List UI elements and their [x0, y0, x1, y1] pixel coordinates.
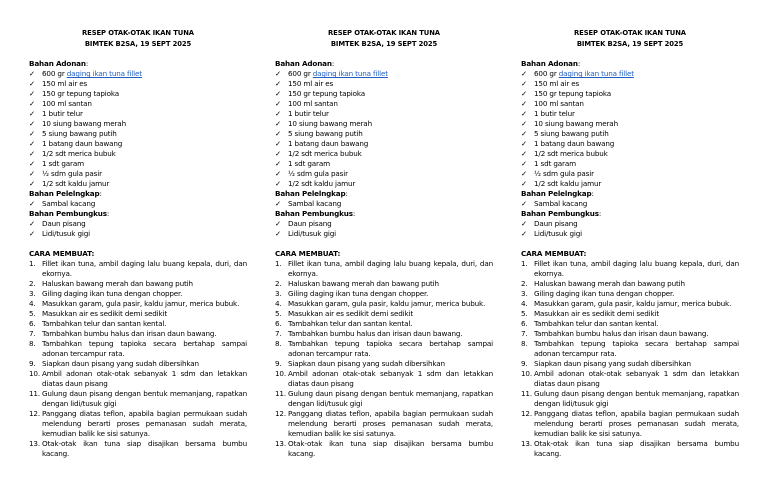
step-item [29, 439, 247, 459]
step-number: 3. [29, 289, 36, 298]
checkmark-icon: ✓ [521, 129, 527, 138]
list-item-text: 10 siung bawang merah [42, 119, 126, 128]
list-item [275, 199, 493, 209]
step-item [29, 319, 247, 329]
step-text: Masukkan air es sedikit demi sedikit [42, 309, 167, 318]
checkmark-icon: ✓ [521, 99, 527, 108]
step-text: Panggang diatas teflon, apabila bagian permukaan sudah melendung berarti proses pemanasan sudah merata, kemudian balik ke sisi satunya. [42, 409, 247, 438]
step-item [29, 299, 247, 309]
step-number: 4. [275, 299, 282, 308]
step-item [521, 289, 739, 299]
list-item-text: 150 ml air es [288, 79, 334, 88]
list-item-text: 5 siung bawang putih [288, 129, 363, 138]
step-text: Tambahkan telur dan santan kental. [534, 319, 659, 328]
list-item [275, 129, 493, 139]
list-item-text: 1/2 sdt merica bubuk [42, 149, 116, 158]
checkmark-icon: ✓ [29, 69, 35, 78]
list-item [521, 99, 739, 109]
checkmark-icon: ✓ [275, 119, 281, 128]
step-number: 6. [521, 319, 528, 328]
step-text: Giling daging ikan tuna dengan chopper. [288, 289, 429, 298]
step-number: 13. [521, 439, 532, 448]
list-item-text: 1 sdt garam [534, 159, 576, 168]
step-text: Haluskan bawang merah dan bawang putih [534, 279, 685, 288]
step-item [521, 319, 739, 329]
list-item-text: Lidi/tusuk gigi [288, 229, 336, 238]
steps-heading: CARA MEMBUAT: [521, 249, 587, 258]
list-item [521, 79, 739, 89]
checkmark-icon: ✓ [275, 79, 281, 88]
list-item [275, 139, 493, 149]
steps-heading: CARA MEMBUAT: [275, 249, 341, 258]
step-text: Fillet ikan tuna, ambil daging lalu buang kepala, duri, dan ekornya. [288, 259, 493, 278]
checkmark-icon: ✓ [521, 89, 527, 98]
step-item [521, 299, 739, 309]
list-item [29, 99, 247, 109]
step-item [275, 289, 493, 299]
step-number: 9. [521, 359, 528, 368]
checkmark-icon: ✓ [275, 199, 281, 208]
list-item-text: 150 gr tepung tapioka [534, 89, 612, 98]
step-text: Masukkan air es sedikit demi sedikit [288, 309, 413, 318]
list-item-text: 10 siung bawang merah [288, 119, 372, 128]
adonan-heading: Bahan Adonan: [521, 59, 581, 68]
step-item [29, 259, 247, 279]
list-item-text: 1/2 sdt kaldu jamur [42, 179, 110, 188]
checkmark-icon: ✓ [275, 149, 281, 158]
checkmark-icon: ✓ [29, 229, 35, 238]
step-number: 2. [29, 279, 36, 288]
list-item [275, 99, 493, 109]
checkmark-icon: ✓ [275, 169, 281, 178]
step-number: 3. [275, 289, 282, 298]
checkmark-icon: ✓ [29, 169, 35, 178]
step-text: Masukkan garam, gula pasir, kaldu jamur, merica bubuk. [42, 299, 240, 308]
list-item [275, 149, 493, 159]
step-text: Panggang diatas teflon, apabila bagian permukaan sudah melendung berarti proses pemanasan sudah merata, kemudian balik ke sisi satunya. [288, 409, 493, 438]
list-item [29, 159, 247, 169]
pelengkap-list [29, 199, 247, 209]
step-number: 2. [275, 279, 282, 288]
list-item [521, 199, 739, 209]
step-item [29, 359, 247, 369]
list-item [275, 219, 493, 229]
list-item [29, 199, 247, 209]
list-item [521, 109, 739, 119]
ingredient-link[interactable]: daging ikan tuna fillet [66, 69, 142, 78]
list-item-text: Sambal kacang [288, 199, 342, 208]
step-item [275, 389, 493, 409]
list-item-text: 100 ml santan [42, 99, 92, 108]
step-text: Otak-otak ikan tuna siap disajikan bersama bumbu kacang. [288, 439, 493, 458]
step-number: 10. [29, 369, 40, 378]
step-number: 10. [521, 369, 532, 378]
step-number: 2. [521, 279, 528, 288]
step-text: Tambahkan bumbu halus dan irisan daun bawang. [534, 329, 709, 338]
step-item [275, 279, 493, 289]
checkmark-icon: ✓ [521, 219, 527, 228]
step-text: Ambil adonan otak-otak sebanyak 1 sdm dan letakkan diatas daun pisang [42, 369, 247, 388]
list-item-text: ½ sdm gula pasir [42, 169, 102, 178]
step-number: 1. [275, 259, 282, 268]
step-text: Gulung daun pisang dengan bentuk memanjang, rapatkan dengan lidi/tusuk gigi [288, 389, 493, 408]
adonan-heading: Bahan Adonan: [275, 59, 335, 68]
list-item-text: 150 ml air es [534, 79, 580, 88]
checkmark-icon: ✓ [29, 99, 35, 108]
step-number: 5. [29, 309, 36, 318]
step-text: Tambahkan bumbu halus dan irisan daun bawang. [42, 329, 217, 338]
step-number: 12. [275, 409, 286, 418]
checkmark-icon: ✓ [275, 109, 281, 118]
list-item [521, 129, 739, 139]
pelengkap-heading: Bahan Pelelngkap: [521, 189, 594, 198]
list-item [521, 219, 739, 229]
checkmark-icon: ✓ [29, 179, 35, 188]
list-item [275, 179, 493, 189]
step-number: 13. [29, 439, 40, 448]
step-number: 5. [521, 309, 528, 318]
step-item [29, 289, 247, 299]
checkmark-icon: ✓ [521, 149, 527, 158]
list-item [29, 79, 247, 89]
step-text: Siapkan daun pisang yang sudah dibersihkan [42, 359, 199, 368]
list-item [521, 89, 739, 99]
recipe-title: RESEP OTAK-OTAK IKAN TUNA [82, 29, 194, 37]
list-item-text: 150 gr tepung tapioka [288, 89, 366, 98]
list-item-text: 10 siung bawang merah [534, 119, 618, 128]
step-item [275, 439, 493, 459]
pelengkap-heading: Bahan Pelelngkap: [275, 189, 348, 198]
step-text: Tambahkan tepung tapioka secara bertahap sampai adonan tercampur rata. [288, 339, 493, 358]
recipe-subtitle: BIMTEK B2SA, 19 SEPT 2025 [576, 40, 684, 48]
ingredient-link[interactable]: daging ikan tuna fillet [312, 69, 388, 78]
step-number: 13. [275, 439, 286, 448]
step-item [521, 359, 739, 369]
recipe-column-1 [29, 28, 247, 459]
step-number: 11. [521, 389, 532, 398]
list-item [521, 149, 739, 159]
list-item [29, 129, 247, 139]
list-item-text: ½ sdm gula pasir [288, 169, 348, 178]
list-item-text: 1 batang daun bawang [42, 139, 123, 148]
step-text: Fillet ikan tuna, ambil daging lalu buang kepala, duri, dan ekornya. [42, 259, 247, 278]
list-item [275, 79, 493, 89]
list-item: ✓ 600 gr daging ikan tuna fillet [275, 69, 388, 78]
list-item [29, 219, 247, 229]
step-text: Otak-otak ikan tuna siap disajikan bersama bumbu kacang. [534, 439, 739, 458]
step-text: Ambil adonan otak-otak sebanyak 1 sdm dan letakkan diatas daun pisang [534, 369, 739, 388]
list-item-text: Lidi/tusuk gigi [534, 229, 582, 238]
list-item [29, 89, 247, 99]
list-item [275, 229, 493, 239]
step-number: 12. [29, 409, 40, 418]
checkmark-icon: ✓ [521, 109, 527, 118]
list-item-text: 1/2 sdt kaldu jamur [534, 179, 602, 188]
checkmark-icon: ✓ [521, 79, 527, 88]
checkmark-icon: ✓ [521, 179, 527, 188]
checkmark-icon: ✓ [275, 69, 281, 78]
list-item-text: 1 batang daun bawang [534, 139, 615, 148]
list-item [275, 119, 493, 129]
recipe-title: RESEP OTAK-OTAK IKAN TUNA [574, 29, 686, 37]
pelengkap-list [275, 199, 493, 209]
step-item [275, 369, 493, 389]
step-item [275, 409, 493, 439]
list-item: ✓ 600 gr daging ikan tuna fillet [521, 69, 634, 78]
list-item-text: 1/2 sdt kaldu jamur [288, 179, 356, 188]
step-text: Giling daging ikan tuna dengan chopper. [534, 289, 675, 298]
step-text: Haluskan bawang merah dan bawang putih [42, 279, 193, 288]
list-item-text: Lidi/tusuk gigi [42, 229, 90, 238]
list-item-text: ½ sdm gula pasir [534, 169, 594, 178]
step-text: Siapkan daun pisang yang sudah dibersihkan [288, 359, 445, 368]
list-item [275, 169, 493, 179]
steps-heading: CARA MEMBUAT: [29, 249, 95, 258]
list-item-text: 1 butir telur [288, 109, 329, 118]
pembungkus-list [29, 219, 247, 239]
step-text: Giling daging ikan tuna dengan chopper. [42, 289, 183, 298]
ingredient-link[interactable]: daging ikan tuna fillet [558, 69, 634, 78]
step-item [521, 309, 739, 319]
list-item [521, 119, 739, 129]
list-item: ✓ 600 gr daging ikan tuna fillet [29, 69, 142, 78]
step-item [521, 439, 739, 459]
recipe-column-2 [275, 28, 493, 459]
list-item [275, 159, 493, 169]
step-text: Siapkan daun pisang yang sudah dibersihkan [534, 359, 691, 368]
step-item [521, 329, 739, 339]
pelengkap-heading: Bahan Pelelngkap: [29, 189, 102, 198]
step-number: 6. [275, 319, 282, 328]
checkmark-icon: ✓ [29, 149, 35, 158]
list-item [29, 139, 247, 149]
recipe-subtitle: BIMTEK B2SA, 19 SEPT 2025 [330, 40, 438, 48]
list-item [275, 109, 493, 119]
step-number: 6. [29, 319, 36, 328]
step-item [275, 339, 493, 359]
pelengkap-list [521, 199, 739, 209]
steps-list [29, 259, 247, 459]
step-text: Tambahkan bumbu halus dan irisan daun bawang. [288, 329, 463, 338]
list-item [29, 149, 247, 159]
step-text: Gulung daun pisang dengan bentuk memanjang, rapatkan dengan lidi/tusuk gigi [534, 389, 739, 408]
list-item-text: 150 ml air es [42, 79, 88, 88]
checkmark-icon: ✓ [29, 199, 35, 208]
list-item-text: Daun pisang [42, 219, 86, 228]
step-item [521, 389, 739, 409]
checkmark-icon: ✓ [521, 139, 527, 148]
recipe-title: RESEP OTAK-OTAK IKAN TUNA [328, 29, 440, 37]
list-item-text: 1 sdt garam [288, 159, 330, 168]
step-number: 10. [275, 369, 286, 378]
recipe-subtitle: BIMTEK B2SA, 19 SEPT 2025 [84, 40, 192, 48]
checkmark-icon: ✓ [275, 139, 281, 148]
list-item-text: Daun pisang [288, 219, 332, 228]
checkmark-icon: ✓ [275, 159, 281, 168]
step-text: Otak-otak ikan tuna siap disajikan bersama bumbu kacang. [42, 439, 247, 458]
step-number: 1. [521, 259, 528, 268]
list-item-text: Daun pisang [534, 219, 578, 228]
list-item-text: 1 batang daun bawang [288, 139, 369, 148]
step-number: 7. [275, 329, 282, 338]
step-item [29, 309, 247, 319]
step-item [275, 359, 493, 369]
step-item [521, 279, 739, 289]
step-number: 8. [521, 339, 528, 348]
step-text: Tambahkan telur dan santan kental. [42, 319, 167, 328]
list-item [521, 229, 739, 239]
checkmark-icon: ✓ [521, 199, 527, 208]
step-item [275, 309, 493, 319]
list-item [29, 109, 247, 119]
list-item-text: Sambal kacang [42, 199, 96, 208]
step-number: 11. [275, 389, 286, 398]
step-number: 8. [275, 339, 282, 348]
checkmark-icon: ✓ [29, 89, 35, 98]
checkmark-icon: ✓ [29, 139, 35, 148]
pembungkus-heading: Bahan Pembungkus: [521, 209, 602, 218]
step-item [275, 329, 493, 339]
recipe-column-3 [521, 28, 739, 459]
list-item [521, 179, 739, 189]
list-item [521, 159, 739, 169]
step-number: 11. [29, 389, 40, 398]
checkmark-icon: ✓ [521, 159, 527, 168]
checkmark-icon: ✓ [521, 169, 527, 178]
checkmark-icon: ✓ [521, 119, 527, 128]
pembungkus-heading: Bahan Pembungkus: [29, 209, 110, 218]
step-text: Masukkan garam, gula pasir, kaldu jamur, merica bubuk. [288, 299, 486, 308]
step-item [29, 329, 247, 339]
step-item [29, 279, 247, 289]
list-item-text: 1/2 sdt merica bubuk [288, 149, 362, 158]
checkmark-icon: ✓ [275, 89, 281, 98]
step-text: Fillet ikan tuna, ambil daging lalu buang kepala, duri, dan ekornya. [534, 259, 739, 278]
step-number: 9. [29, 359, 36, 368]
checkmark-icon: ✓ [521, 69, 527, 78]
step-text: Masukkan garam, gula pasir, kaldu jamur, merica bubuk. [534, 299, 732, 308]
list-item [29, 119, 247, 129]
list-item-text: Sambal kacang [534, 199, 588, 208]
step-text: Tambahkan telur dan santan kental. [288, 319, 413, 328]
checkmark-icon: ✓ [275, 219, 281, 228]
step-text: Haluskan bawang merah dan bawang putih [288, 279, 439, 288]
step-number: 4. [29, 299, 36, 308]
step-item [275, 319, 493, 329]
list-item [29, 229, 247, 239]
step-number: 5. [275, 309, 282, 318]
list-item [521, 139, 739, 149]
pembungkus-list [521, 219, 739, 239]
adonan-list [29, 79, 247, 189]
checkmark-icon: ✓ [521, 229, 527, 238]
step-item [521, 409, 739, 439]
list-item [29, 169, 247, 179]
step-item [275, 299, 493, 309]
step-number: 1. [29, 259, 36, 268]
step-number: 4. [521, 299, 528, 308]
checkmark-icon: ✓ [29, 129, 35, 138]
step-item [521, 339, 739, 359]
step-item [29, 369, 247, 389]
checkmark-icon: ✓ [29, 159, 35, 168]
step-item [275, 259, 493, 279]
list-item-text: 100 ml santan [288, 99, 338, 108]
checkmark-icon: ✓ [275, 129, 281, 138]
step-item [521, 369, 739, 389]
step-number: 7. [29, 329, 36, 338]
list-item [521, 169, 739, 179]
list-item [275, 89, 493, 99]
list-item-text: 150 gr tepung tapioka [42, 89, 120, 98]
list-item-text: 5 siung bawang putih [534, 129, 609, 138]
checkmark-icon: ✓ [29, 119, 35, 128]
steps-list [275, 259, 493, 459]
step-number: 7. [521, 329, 528, 338]
pembungkus-list [275, 219, 493, 239]
step-text: Panggang diatas teflon, apabila bagian permukaan sudah melendung berarti proses pemanasan sudah merata, kemudian balik ke sisi satunya. [534, 409, 739, 438]
adonan-heading: Bahan Adonan: [29, 59, 89, 68]
step-item [29, 339, 247, 359]
pembungkus-heading: Bahan Pembungkus: [275, 209, 356, 218]
checkmark-icon: ✓ [275, 179, 281, 188]
checkmark-icon: ✓ [275, 229, 281, 238]
adonan-list [275, 79, 493, 189]
checkmark-icon: ✓ [29, 219, 35, 228]
steps-list [521, 259, 739, 459]
list-item-text: 100 ml santan [534, 99, 584, 108]
checkmark-icon: ✓ [29, 109, 35, 118]
step-item [521, 259, 739, 279]
step-text: Tambahkan tepung tapioka secara bertahap sampai adonan tercampur rata. [42, 339, 247, 358]
list-item-text: 1 butir telur [42, 109, 83, 118]
step-item [29, 409, 247, 439]
step-number: 9. [275, 359, 282, 368]
step-number: 3. [521, 289, 528, 298]
list-item-text: 5 siung bawang putih [42, 129, 117, 138]
list-item [29, 179, 247, 189]
step-number: 12. [521, 409, 532, 418]
list-item-text: 1/2 sdt merica bubuk [534, 149, 608, 158]
step-text: Ambil adonan otak-otak sebanyak 1 sdm dan letakkan diatas daun pisang [288, 369, 493, 388]
checkmark-icon: ✓ [29, 79, 35, 88]
step-item [29, 389, 247, 409]
list-item-text: 1 sdt garam [42, 159, 84, 168]
step-number: 8. [29, 339, 36, 348]
step-text: Masukkan air es sedikit demi sedikit [534, 309, 659, 318]
list-item-text: 1 butir telur [534, 109, 575, 118]
step-text: Tambahkan tepung tapioka secara bertahap sampai adonan tercampur rata. [534, 339, 739, 358]
step-text: Gulung daun pisang dengan bentuk memanjang, rapatkan dengan lidi/tusuk gigi [42, 389, 247, 408]
adonan-list [521, 79, 739, 189]
checkmark-icon: ✓ [275, 99, 281, 108]
